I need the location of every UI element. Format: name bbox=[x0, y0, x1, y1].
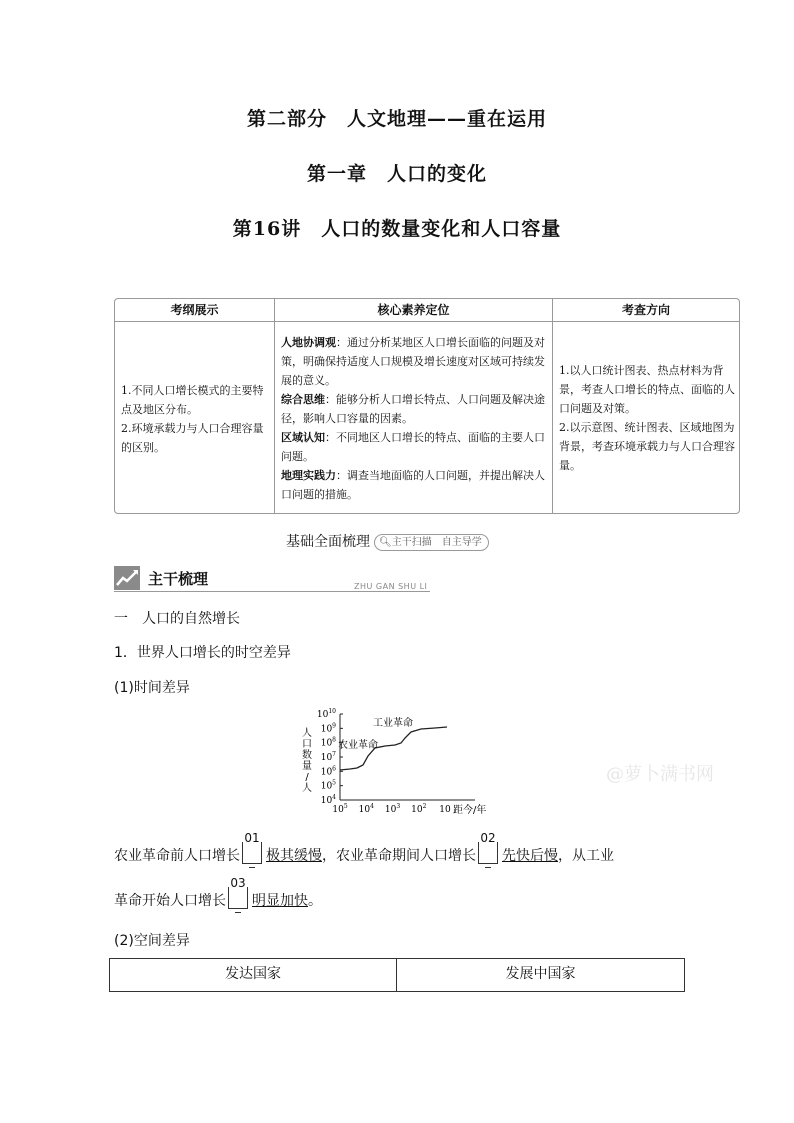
answer-box bbox=[228, 876, 248, 909]
header-literacy: 核心素养定位 bbox=[377, 303, 450, 317]
header-developed: 发达国家 bbox=[225, 966, 281, 982]
outline-table bbox=[114, 298, 740, 514]
comparison-table bbox=[109, 958, 685, 992]
watermark: @萝卜满书网 bbox=[606, 764, 714, 785]
syllabus-item: 2.环境承载力与人口合理容量的区别。 bbox=[121, 422, 264, 454]
y-tick-label: $10^4$ bbox=[320, 794, 336, 806]
header-direction: 考查方向 bbox=[621, 303, 670, 317]
header-divider bbox=[115, 321, 739, 322]
answer-number: 01 bbox=[244, 831, 260, 845]
direction-cell bbox=[559, 361, 735, 475]
answer-text: 先快后慢 bbox=[502, 848, 558, 864]
x-tick-label: $10^4$ bbox=[358, 803, 374, 815]
heading-spatiotemporal: 1．世界人口增长的时空差异 bbox=[114, 645, 291, 661]
x-axis-label: 距今/年 bbox=[453, 805, 487, 816]
literacy-keyword: 人地协调观 bbox=[281, 336, 336, 349]
y-axis-label-char: 数 bbox=[302, 750, 312, 761]
answer-paragraph bbox=[114, 876, 322, 910]
y-tick-label: $10^6$ bbox=[320, 765, 336, 778]
answer-text: 明显加快 bbox=[252, 893, 308, 909]
literacy-keyword: 区域认知 bbox=[281, 431, 325, 444]
para-text: ，农业革命期间人口增长 bbox=[322, 848, 476, 864]
y-axis-label-char: / bbox=[305, 772, 309, 783]
box-mark bbox=[249, 867, 255, 868]
section-pill bbox=[374, 534, 489, 551]
para-text: ，从工业 bbox=[558, 848, 614, 864]
y-tick-label: $10^5$ bbox=[320, 779, 336, 792]
part-title: 第二部分 人文地理——重在运用 bbox=[246, 108, 547, 130]
literacy-text: ：调查当地面临的人口问题，并提出解决人口问题的措施。 bbox=[281, 469, 545, 501]
y-axis-label-char: 人 bbox=[302, 783, 312, 794]
chapter-title: 第一章 人口的变化 bbox=[306, 163, 487, 185]
subsection-title: 主干梳理 bbox=[148, 570, 209, 588]
subsection-pinyin: ZHU GAN SHU LI bbox=[354, 582, 428, 591]
heading-natural-growth: 一 人口的自然增长 bbox=[114, 611, 240, 627]
annotation-industrial: 工业革命 bbox=[373, 718, 413, 729]
literacy-text: ：能够分析人口增长特点、人口问题及解决途径，影响人口容量的因素。 bbox=[281, 393, 545, 425]
answer-box bbox=[242, 831, 262, 864]
box-mark bbox=[235, 912, 241, 913]
direction-item: 1.以人口统计图表、热点材料为背景，考查人口增长的特点、面临的人口问题及对策。 bbox=[559, 364, 735, 415]
direction-item: 2.以示意图、统计图表、区域地图为背景，考查环境承载力与人口合理容量。 bbox=[559, 421, 735, 472]
literacy-keyword: 综合思维 bbox=[281, 393, 325, 406]
section-title: 基础全面梳理 bbox=[286, 534, 370, 550]
answer-box bbox=[478, 831, 498, 864]
syllabus-item: 1.不同人口增长模式的主要特点及地区分布。 bbox=[121, 384, 264, 416]
para-text: 革命开始人口增长 bbox=[114, 893, 226, 909]
literacy-text: ：通过分析某地区人口增长面临的问题及对策，明确保持适度人口规模及增长速度对区域可持续发展的意义。 bbox=[281, 336, 545, 387]
syllabus-cell bbox=[121, 381, 269, 457]
literacy-keyword: 地理实践力 bbox=[281, 469, 336, 482]
y-axis-label-char: 量 bbox=[302, 761, 312, 772]
y-axis-label-char: 口 bbox=[302, 739, 312, 750]
y-axis-label-char: 人 bbox=[302, 728, 312, 739]
answer-number: 03 bbox=[230, 876, 246, 890]
header-developing: 发展中国家 bbox=[505, 966, 576, 982]
literacy-item bbox=[281, 333, 547, 390]
x-tick-label: $10^2$ bbox=[411, 803, 427, 815]
trend-chart-icon bbox=[114, 566, 140, 590]
x-tick-label: $10^5$ bbox=[332, 803, 348, 815]
heading-spatial-difference: (2)空间差异 bbox=[114, 933, 190, 949]
y-tick-label: $10^7$ bbox=[320, 751, 336, 763]
literacy-text: ：不同地区人口增长的特点、面临的主要人口问题。 bbox=[281, 431, 545, 463]
y-tick-label: $10^8$ bbox=[320, 736, 336, 749]
population-growth-chart bbox=[295, 708, 515, 820]
section-header bbox=[286, 531, 489, 551]
answer-text: 极其缓慢 bbox=[266, 848, 322, 864]
y-tick-label: $10^{10}$ bbox=[316, 708, 336, 720]
x-tick-label: $10^3$ bbox=[384, 803, 401, 815]
pill-label: 主干扫描 自主导学 bbox=[391, 537, 482, 548]
annotation-agricultural: 农业革命 bbox=[338, 740, 378, 751]
box-mark bbox=[485, 867, 491, 868]
para-text: 。 bbox=[308, 893, 322, 909]
lecture-title: 第16讲 人口的数量变化和人口容量 bbox=[232, 218, 562, 240]
literacy-cell bbox=[281, 333, 547, 504]
subsection-header bbox=[114, 566, 430, 594]
y-tick-label: $10^9$ bbox=[320, 722, 336, 735]
answer-paragraph bbox=[114, 831, 614, 865]
x-tick-label: 10 bbox=[439, 805, 451, 815]
column-divider bbox=[552, 299, 553, 513]
header-syllabus: 考纲展示 bbox=[170, 303, 219, 317]
para-text: 农业革命前人口增长 bbox=[114, 848, 240, 864]
literacy-item bbox=[281, 390, 547, 428]
heading-time-difference: (1)时间差异 bbox=[114, 680, 190, 696]
literacy-item bbox=[281, 428, 547, 466]
literacy-item bbox=[281, 466, 547, 504]
column-divider bbox=[274, 299, 275, 513]
subsection-underline bbox=[114, 591, 430, 592]
search-icon: 🔍︎ bbox=[379, 537, 392, 548]
answer-number: 02 bbox=[480, 831, 496, 845]
